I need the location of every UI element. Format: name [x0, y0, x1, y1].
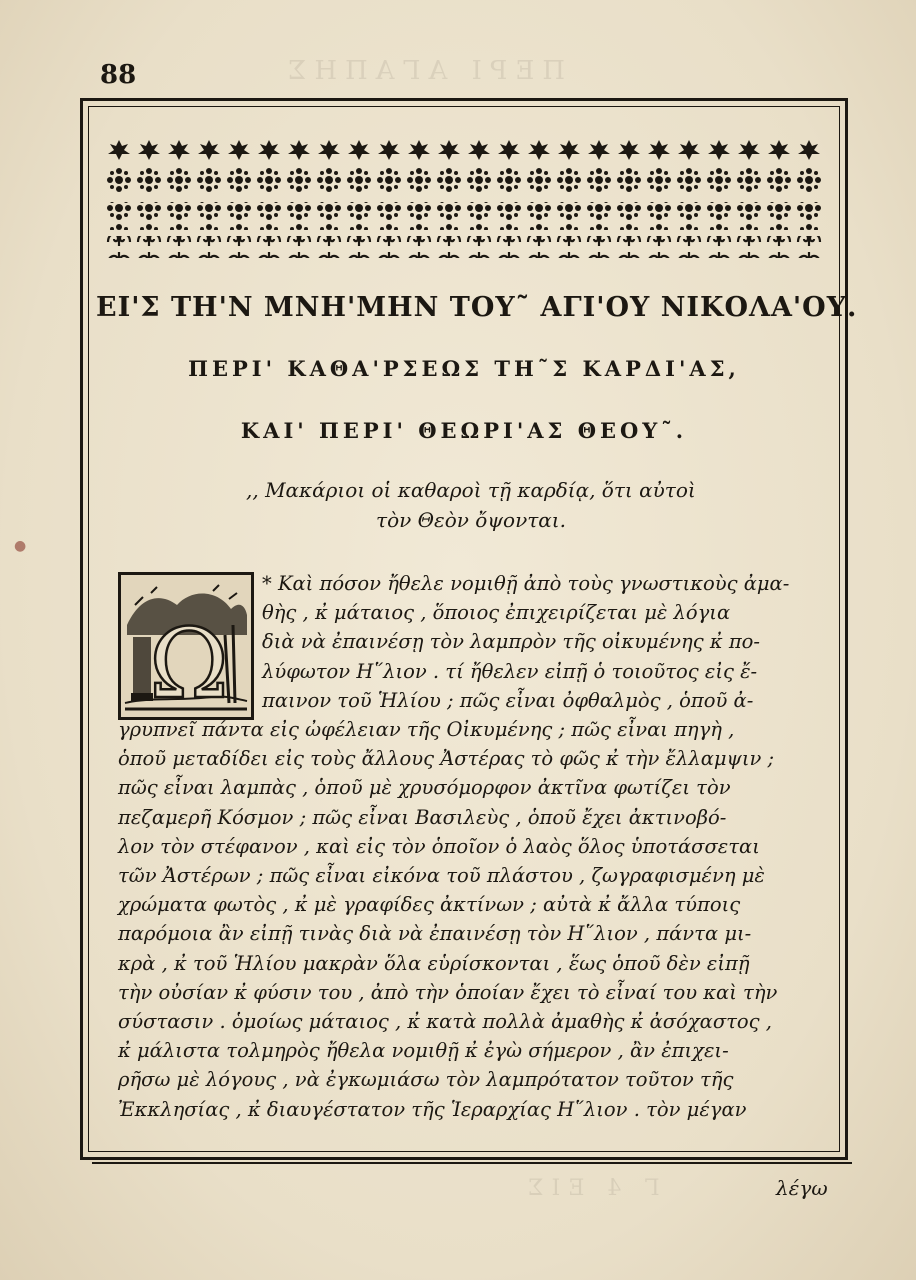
body-line: Ἐκκλησίας , κ̓ διαυγέστατον τῆς Ἱεραρχίας Η῞λιον . τὸν μέγαν [118, 1097, 747, 1121]
body-line: ρῆσω μὲ λόγους , νὰ ἐγκωμιάσω τὸν λαμπρότατον τοῦτον τῆς [118, 1068, 734, 1092]
bleed-through-header: ΠΕΡΙ ΑΓΑΠΗΣ [280, 56, 566, 86]
drop-cap-illustration [118, 572, 254, 720]
drop-cap-engraving [121, 575, 251, 717]
subtitle-purification: ΠΕΡΙ' ΚΑΘΑ'ΡΣΕΩΣ ΤΗ˜Σ ΚΑΡΔΙ'ΑΣ, [188, 356, 740, 381]
body-line: πῶς εἶναι λαμπὰς , ὁποῦ μὲ χρυσόμορφον ἀκτῖνα φωτίζει τὸν [118, 776, 731, 800]
body-line: παρόμοια ἂν εἰπῇ τινὰς διὰ νὰ ἐπαινέσῃ τὸν Η῞λιον , πάντα μι- [118, 922, 752, 946]
ornamental-headpiece [104, 138, 824, 262]
body-line: κρὰ , κ̓ τοῦ Ἡλίου μακρὰν ὅλα εὑρίσκονται , ἕως ὁποῦ δὲν εἰπῇ [118, 951, 750, 975]
body-line: τὴν οὐσίαν κ̓ φύσιν του , ἀπὸ τὴν ὁποίαν ἔχει τὸ εἶναί του καὶ τὴν [118, 980, 778, 1004]
body-line: σύστασιν . ὁμοίως μάταιος , κ̓ κατὰ πολλὰ ἀμαθὴς κ̓ ἀσόχαστος , [118, 1010, 772, 1033]
body-line: πεζαμερῆ Κόσμον ; πῶς εἶναι Βασιλεὺς , ὁποῦ ἔχει ἀκτινοβό- [118, 805, 727, 829]
epigraph-line-1: ,, Μακάριοι οἱ καθαροὶ τῇ καρδίᾳ, ὅτι αὐτοὶ [246, 478, 696, 502]
body-line: ὁποῦ μεταδίδει εἰς τοὺς ἄλλους Ἀστέρας τὸ φῶς κ̓ τὴν ἔλλαμψιν ; [118, 747, 775, 771]
page-number: 88 [100, 60, 137, 90]
body-line: * Καὶ πόσον ἤθελε νομιθῇ ἀπὸ τοὺς γνωστικοὺς ἀμα- [262, 572, 790, 595]
body-line: κ̓ μάλιστα τολμηρὸς ἤθελα νομιθῇ κ̓ ἐγὼ σήμερον , ἂν ἐπιχει- [118, 1039, 729, 1063]
body-line: γρυπνεῖ πάντα εἰς ὠφέλειαν τῆς Οἰκυμένης ; πῶς εἶναι πηγὴ , [118, 718, 735, 741]
catchword: λέγω [776, 1176, 828, 1200]
ink-blot: ● [14, 538, 27, 554]
body-line: διὰ νὰ ἐπαινέσῃ τὸν λαμπρὸν τῆς οἰκυμένης κ̓ πο- [262, 630, 760, 654]
bleed-through-footer: Γ 4 ΕΙΣ [520, 1176, 660, 1201]
page-title: ΕΙ'Σ ΤΗ'Ν ΜΝΗ'ΜΗΝ ΤΟΥ˜ ΑΓΙ'ΟΥ ΝΙΚΟΛΑ'ΟΥ. [96, 292, 858, 323]
body-line: θὴς , κ̓ μάταιος , ὅποιος ἐπιχειρίζεται μὲ λόγια [262, 601, 731, 625]
body-line: παινον τοῦ Ἡλίου ; πῶς εἶναι ὀφθαλμὸς , ὁποῦ ἀ- [262, 688, 754, 712]
body-line: τῶν Ἀστέρων ; πῶς εἶναι εἰκόνα τοῦ πλάστου , ζωγραφισμένη μὲ [118, 864, 765, 887]
epigraph-line-2: τὸν Θεὸν ὄψονται. [376, 508, 566, 532]
body-line: λον τὸν στέφανον , καὶ εἰς τὸν ὁποῖον ὁ λαὸς ὅλος ὑποτάσσεται [118, 834, 760, 858]
drop-cap-letter: Ω [149, 608, 229, 717]
subtitle-contemplation: ΚΑΙ' ΠΕΡΙ' ΘΕΩΡΙ'ΑΣ ΘΕΟΥ˜. [240, 418, 688, 443]
footer-rule [92, 1162, 852, 1164]
body-line: λύφωτον Η῞λιον . τί ἤθελεν εἰπῇ ὁ τοιοῦτος εἰς ἔ- [262, 659, 758, 683]
body-line: χρώματα φωτὸς , κ̓ μὲ γραφίδες ἀκτίνων ; αὐτὰ κ̓ ἄλλα τύποις [118, 893, 741, 917]
